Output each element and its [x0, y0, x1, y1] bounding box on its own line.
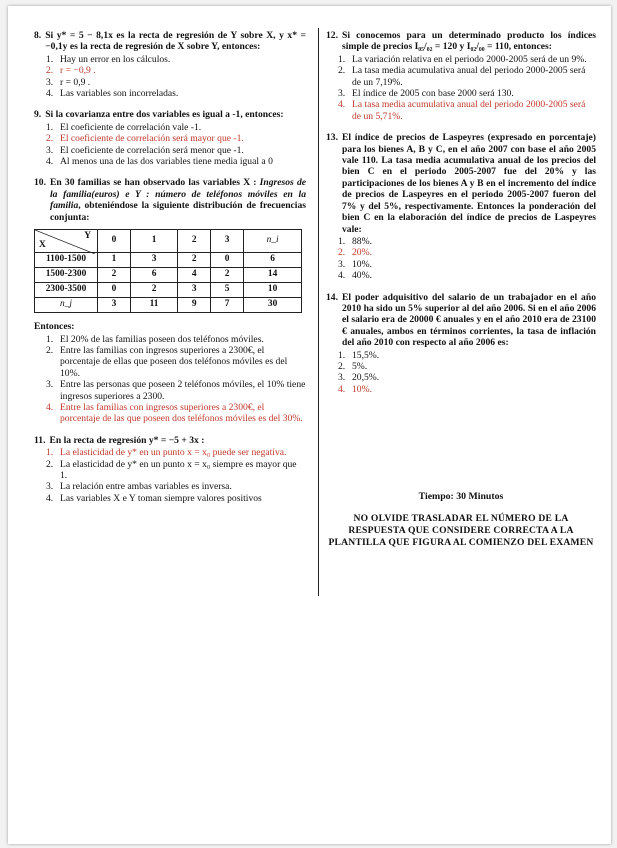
option-text: 88%. [352, 235, 372, 247]
question-text-a: En 30 familias se han observado las variables X : [50, 177, 257, 189]
option-number: 3. [46, 379, 54, 391]
answer-option [46, 481, 306, 492]
question-text: El índice de precios de Laspeyres (expresado en porcentaje) para los bienes A, B y C, en el año 2007 con base el año 2005 vale 110. La tasa media acumulativa anual de los precios del bien C en el periodo 2005-2007 fue del 20% y las participaciones de los bienes A y B en el incremento del índice de precios de Laspeyres en el periodo 2005-2007 fueron del 7% y del 5%, respectivamente. Entonces la ponderación del bien C en la elaboración del índice de precios de Laspeyres vale: [342, 132, 596, 235]
option-number: 3. [338, 258, 346, 270]
table-cell: 1 [98, 253, 131, 268]
answer-option [46, 122, 306, 133]
table-cell: 6 [244, 253, 302, 268]
option-number: 2. [46, 65, 54, 77]
option-number: 1. [46, 333, 54, 345]
option-text: El 20% de las familias poseen dos teléfonos móviles. [60, 333, 264, 345]
options [338, 54, 596, 122]
option-number: 4. [338, 383, 346, 395]
table-cell: 4 [178, 268, 211, 283]
option-text: 5%. [352, 360, 368, 372]
time-limit: Tiempo: 30 Minutos [418, 491, 504, 503]
option-text: Las variables X e Y toman siempre valores positivos [60, 492, 262, 504]
option-number: 2. [338, 360, 346, 372]
table-cell: 11 [130, 298, 177, 313]
row-label: 1500-2300 [35, 268, 98, 283]
answer-option [46, 402, 306, 425]
table-cell: 10 [244, 283, 302, 298]
option-number: 3. [46, 144, 54, 156]
row-label: 1100-1500 [35, 253, 98, 268]
option-text: 10%. [352, 258, 372, 270]
question-13 [326, 132, 596, 281]
exam-page [8, 6, 611, 844]
answer-option [46, 156, 306, 167]
question-number: 9. [34, 109, 42, 121]
option-number: 3. [46, 481, 54, 493]
question-number: 12. [326, 30, 338, 41]
option-text: 40%. [352, 270, 372, 282]
frequency-table [34, 229, 302, 313]
option-number: 4. [338, 99, 346, 111]
option-number: 1. [338, 349, 346, 361]
column-header: 0 [98, 230, 131, 253]
option-number: 4. [46, 156, 54, 168]
table-corner-cell [35, 230, 98, 253]
option-text: El índice de 2005 con base 2000 será 130. [352, 88, 514, 100]
question-14 [326, 292, 596, 396]
answer-option [338, 270, 596, 281]
table-cell: 0 [211, 253, 244, 268]
table-cell: 2 [130, 283, 177, 298]
answer-option [338, 384, 596, 395]
answer-option [46, 54, 306, 65]
answer-option [46, 145, 306, 156]
question-number: 13. [326, 132, 338, 144]
option-text: 20,5%. [352, 372, 380, 384]
option-number: 2. [338, 247, 346, 259]
table-cell: 30 [244, 298, 302, 313]
question-8 [34, 30, 306, 99]
question-12 [326, 30, 596, 122]
option-text: El coeficiente de correlación será menor que -1. [60, 144, 244, 156]
table-cell: 5 [211, 283, 244, 298]
instructions-note: NO OLVIDE TRASLADAR EL NÚMERO DE LA RESPUESTA QUE CONSIDERE CORRECTA A LA PLANTILLA QUE FIGURA AL COMIENZO DEL EXAMEN [328, 512, 594, 548]
question-text-c: , obteniéndose la siguiente distribución de frecuencias conjunta: [50, 200, 306, 223]
table-total-row [35, 298, 302, 313]
table-cell: 3 [98, 298, 131, 313]
column-header: 2 [178, 230, 211, 253]
option-number: 4. [338, 270, 346, 282]
option-text: La tasa media acumulativa anual del periodo 2000-2005 será de un 5,71%. [352, 99, 586, 122]
table-cell: 3 [178, 283, 211, 298]
option-text: r = 0,9 . [60, 76, 91, 88]
options [46, 122, 306, 168]
answer-option [338, 372, 596, 383]
column-divider [318, 28, 319, 596]
table-cell: 0 [98, 283, 131, 298]
options [338, 236, 596, 282]
option-number: 1. [338, 53, 346, 65]
answer-option [338, 99, 596, 122]
option-text: Entre las personas que poseen 2 teléfonos móviles, el 10% tiene ingresos superiores a 2300. [60, 379, 306, 402]
answer-option [46, 493, 306, 504]
answer-option [46, 77, 306, 88]
answer-option [46, 459, 306, 482]
option-number: 3. [46, 76, 54, 88]
answer-option [46, 65, 306, 76]
option-number: 1. [46, 121, 54, 133]
answer-option [338, 88, 596, 99]
option-number: 2. [46, 344, 54, 356]
answer-option [338, 361, 596, 372]
answer-option [46, 133, 306, 144]
answer-option [338, 54, 596, 65]
table-cell: 9 [178, 298, 211, 313]
answer-option [338, 65, 596, 88]
option-text: Entre las familias con ingresos superiores a 2300€, el porcentaje de ellas que poseen dos teléfonos móviles es del 10%. [60, 344, 288, 379]
option-text: 20%. [352, 247, 372, 259]
table-cell: 6 [130, 268, 177, 283]
options [46, 54, 306, 100]
option-number: 3. [338, 88, 346, 100]
question-number: 10. [34, 177, 46, 189]
row-label: 2300-3500 [35, 283, 98, 298]
column-header: 1 [130, 230, 177, 253]
answer-option [46, 447, 306, 458]
option-number: 1. [338, 235, 346, 247]
table-row [35, 268, 302, 283]
option-number: 3. [338, 372, 346, 384]
question-text: Si conocemos para un determinado producto los índices simple de precios I₀₅/₀₂ = 120 y I₀₂/₀₀ = 110, entonces: [342, 30, 596, 53]
entonces-label: Entonces: [34, 321, 75, 333]
table-cell: 2 [211, 268, 244, 283]
option-text: El coeficiente de correlación será mayor que -1. [60, 133, 244, 145]
option-number: 1. [46, 53, 54, 65]
question-number: 8. [34, 30, 42, 41]
table-cell: 3 [130, 253, 177, 268]
right-column [326, 30, 596, 549]
question-number: 11. [34, 434, 46, 446]
question-text [50, 177, 306, 223]
table-cell: 2 [98, 268, 131, 283]
option-text: Hay un error en los cálculos. [60, 53, 171, 65]
table-row [35, 253, 302, 268]
question-text: Si la covarianza entre dos variables es igual a -1, entonces: [45, 109, 284, 121]
x-axis-label: X [39, 239, 46, 250]
answer-option [338, 247, 596, 258]
option-text: 15,5%. [352, 349, 380, 361]
options [46, 334, 306, 425]
option-number: 1. [46, 447, 54, 459]
answer-option [46, 334, 306, 345]
question-9 [34, 109, 306, 167]
column-header: 3 [211, 230, 244, 253]
option-number: 2. [46, 133, 54, 145]
question-text: El poder adquisitivo del salario de un trabajador en el año 2010 ha sido un 5% superior al del año 2006. Si en el año 2006 el salario era de 20000 € anuales y en el año 2010 era de 23100 € anuales, ambos en términos corrientes, la tasa de inflación del año 2010 con respecto al año 2006 es: [342, 291, 596, 349]
question-text: En la recta de regresión y* = −5 + 3x : [49, 434, 205, 446]
option-number: 4. [46, 88, 54, 100]
table-header-row [35, 230, 302, 253]
question-text-b: Ingresos de la familia(euros) e Y : número de teléfonos móviles en la familia [50, 177, 306, 212]
answer-option [46, 345, 306, 379]
option-text: La tasa media acumulativa anual del periodo 2000-2005 será de un 7,19%. [352, 65, 586, 88]
row-label: n_j [35, 298, 98, 313]
option-text: El coeficiente de correlación vale -1. [60, 121, 202, 133]
option-text: La variación relativa en el periodo 2000-2005 será de un 9%. [352, 53, 587, 65]
table-cell: 2 [178, 253, 211, 268]
option-text: Al menos una de las dos variables tiene media igual a 0 [60, 156, 273, 168]
option-text: 10%. [352, 383, 372, 395]
question-number: 14. [326, 291, 338, 303]
option-number: 4. [46, 401, 54, 413]
answer-option [338, 259, 596, 270]
option-text: La elasticidad de y* en un punto x = x₀ puede ser negativa. [60, 447, 287, 459]
answer-option [46, 379, 306, 402]
question-text: Si y* = 5 − 8,1x es la recta de regresión de Y sobre X, y x* = −0,1y es la recta de regresión de X sobre Y, entonces: [45, 30, 306, 53]
answer-option [46, 88, 306, 99]
option-text: Las variables son incorreladas. [60, 88, 179, 100]
question-11 [34, 435, 306, 504]
column-header: n_i [244, 230, 302, 253]
options [338, 350, 596, 396]
option-text: Entre las familias con ingresos superiores a 2300€, el porcentaje de las que poseen dos teléfonos móviles es del 30%. [60, 401, 303, 425]
answer-option [338, 236, 596, 247]
option-number: 4. [46, 492, 54, 504]
option-text: r = −0,9 . [60, 65, 96, 77]
option-number: 2. [338, 65, 346, 77]
table-cell: 7 [211, 298, 244, 313]
left-column [34, 30, 306, 514]
y-axis-label: Y [84, 231, 91, 242]
option-text: La elasticidad de y* en un punto x = x₀ siempre es mayor que 1. [60, 458, 297, 481]
question-10 [34, 177, 306, 424]
table-cell: 14 [244, 268, 302, 283]
option-number: 2. [46, 458, 54, 470]
options [46, 447, 306, 504]
answer-option [338, 350, 596, 361]
option-text: La relación entre ambas variables es inversa. [60, 481, 232, 493]
table-row [35, 283, 302, 298]
